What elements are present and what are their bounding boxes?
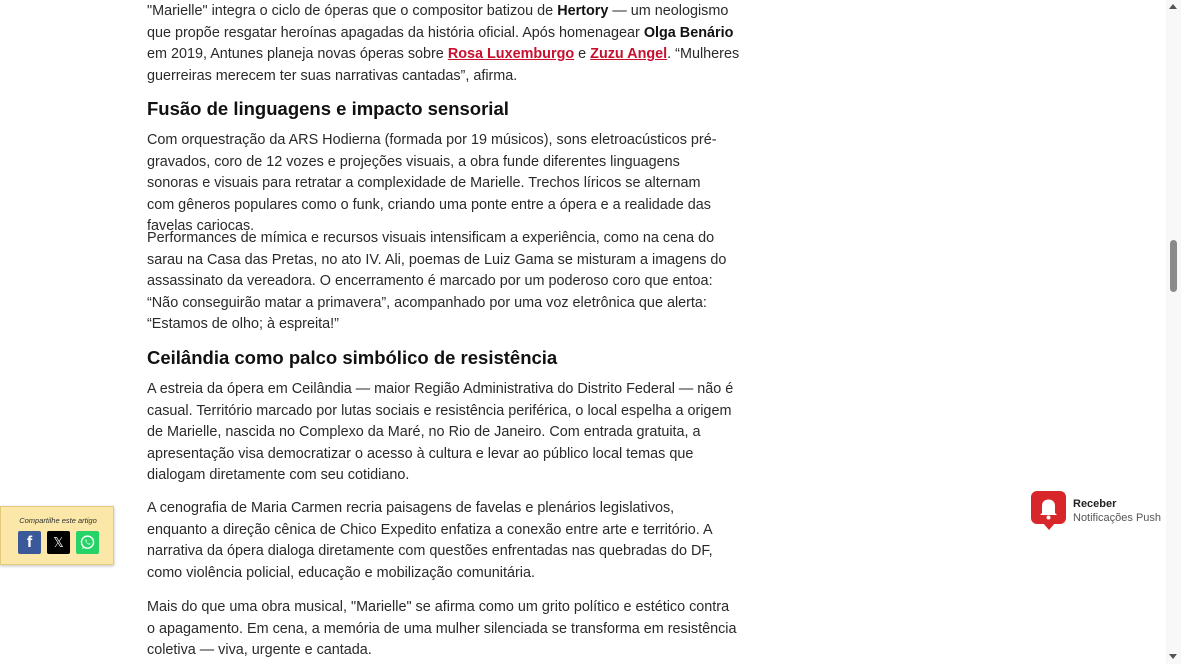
p1-text-d: em 2019, Antunes planeja novas óperas sobre xyxy=(147,46,448,62)
share-x-button[interactable] xyxy=(47,531,70,554)
scroll-up-arrow-icon[interactable] xyxy=(1169,4,1177,9)
link-zuzu-angel[interactable]: Zuzu Angel xyxy=(590,46,668,62)
heading-ceilandia: Ceilândia como palco simbólico de resistência xyxy=(147,347,558,368)
scroll-down-arrow-icon[interactable] xyxy=(1169,654,1177,659)
share-title: Compartilhe este artigo xyxy=(19,516,97,525)
x-icon: 𝕏 xyxy=(53,534,64,550)
share-whatsapp-button[interactable] xyxy=(76,531,99,554)
paragraph-performances: Performances de mímica e recursos visuais intensificam a experiência, como na cena do sarau na Casa das Pretas, no ato IV. Ali, poemas de Luiz Gama se misturam a imagens do assassinato da vereadora. O encerramento é marcado por um poderoso coro que entoa: “Não conseguirão matar a primavera”, acompanhado por uma voz eletrônica que alerta: “Estamos de olho; à espreita!” xyxy=(147,230,727,332)
bell-icon xyxy=(1031,491,1066,524)
p1-text-e: e xyxy=(574,46,591,62)
facebook-icon: f xyxy=(26,533,33,551)
paragraph-estreia: A estreia da ópera em Ceilândia — maior Região Administrativa do Distrito Federal — não é casual. Território marcado por lutas sociais e resistência periférica, o local espelha a origem de Marielle, nascida no Complexo da Maré, no Rio de Janeiro. Com entrada gratuita, a apresentação visa democratizar o acesso à cultura e levar ao público local temas que dialogam diretamente com seu cotidiano. xyxy=(147,381,734,483)
bell-badge xyxy=(1031,491,1066,524)
paragraph-conclusao: Mais do que uma obra musical, "Marielle" se afirma como um grito político e estético contra o apagamento. Em cena, a memória de uma mulher silenciada se transforma em resistência coletiva — viva, urgente e cantada. xyxy=(147,599,737,658)
share-facebook-button[interactable] xyxy=(18,531,41,554)
vertical-scrollbar[interactable] xyxy=(1166,0,1181,664)
p1-text-c: — um neologismo que propõe resgatar heroínas apagadas da história oficial. Após homenagear xyxy=(147,3,729,41)
p1-text-f: . “Mulheres guerreiras merecem ter suas narrativas cantadas”, afirma. xyxy=(147,46,740,84)
heading-fusao: Fusão de linguagens e impacto sensorial xyxy=(147,98,509,119)
push-subtitle: Notificações Push xyxy=(1073,512,1162,524)
hertory-bold: Hertory xyxy=(557,3,609,19)
whatsapp-icon xyxy=(79,534,96,551)
scrollbar-thumb[interactable] xyxy=(1170,240,1177,292)
push-title: Receber xyxy=(1073,498,1117,510)
share-box xyxy=(0,506,114,565)
p1-text-a: "Marielle" integra o ciclo de óperas que o compositor batizou de xyxy=(147,3,558,19)
push-notifications-widget[interactable] xyxy=(1031,491,1171,531)
link-rosa-luxemburgo[interactable]: Rosa Luxemburgo xyxy=(447,46,575,62)
paragraph-orquestracao: Com orquestração da ARS Hodierna (formada por 19 músicos), sons eletroacústicos pré-gravados, coro de 12 vozes e projeções visuais, a obra funde diferentes linguagens sonoras e visuais para retratar a complexidade de Marielle. Trechos líricos se alternam com gêneros populares como o funk, criando uma ponte entre a ópera e a realidade das favelas cariocas. xyxy=(147,132,717,234)
olga-benario-bold: Olga Benário xyxy=(643,24,734,41)
paragraph-hertory xyxy=(147,1,747,87)
paragraph-cenografia: A cenografia de Maria Carmen recria paisagens de favelas e plenários legislativos, enquanto a direção cênica de Chico Expedito enfatiza a conexão entre arte e território. A narrativa da ópera dialoga diretamente com questões enfrentadas nas quebradas do DF, como violência policial, educação e mobilização comunitária. xyxy=(147,500,713,581)
